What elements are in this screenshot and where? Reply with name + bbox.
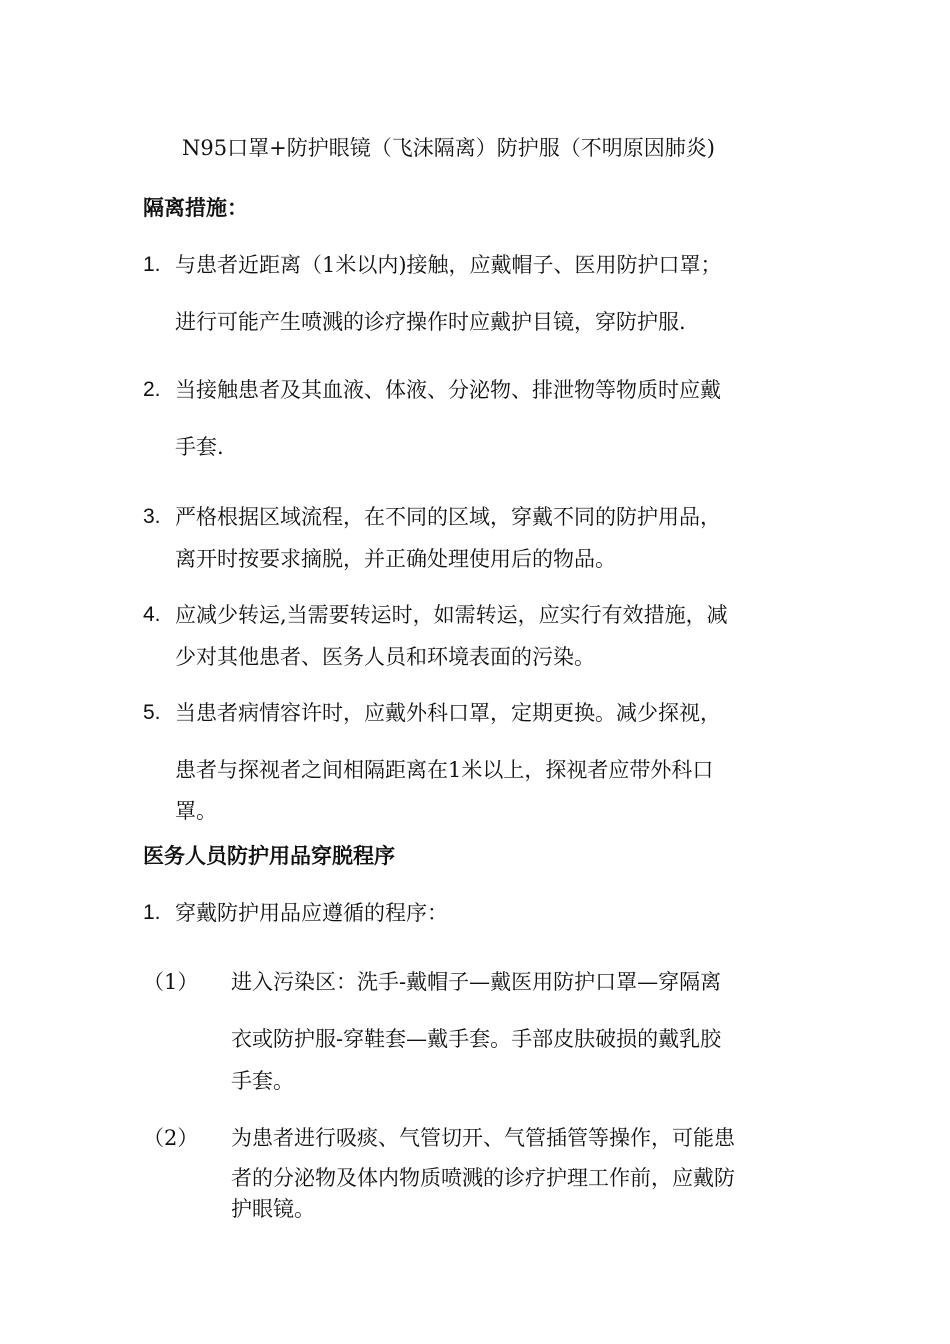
sub-item-line: 为患者进行吸痰、气管切开、气管插管等操作，可能患 bbox=[231, 1126, 735, 1150]
list-item-line: 少对其他患者、医务人员和环境表面的污染。 bbox=[175, 645, 595, 669]
list-item-number: 5. bbox=[143, 701, 161, 724]
list-item-number: 4. bbox=[143, 603, 161, 626]
list-item-line: 穿戴防护用品应遵循的程序： bbox=[175, 901, 448, 925]
list-item-line: 当接触患者及其血液、体液、分泌物、排泄物等物质时应戴 bbox=[175, 378, 721, 402]
list-item-line: 离开时按要求摘脱，并正确处理使用后的物品。 bbox=[175, 547, 616, 571]
document-title: N95口罩+防护眼镜（飞沫隔离）防护服（不明原因肺炎) bbox=[182, 136, 715, 160]
sub-item-line: 进入污染区：洗手-戴帽子—戴医用防护口罩—穿隔离 bbox=[231, 970, 722, 994]
sub-item-line: 护眼镜。 bbox=[231, 1197, 315, 1221]
sub-item-line: 者的分泌物及体内物质喷溅的诊疗护理工作前，应戴防 bbox=[231, 1166, 735, 1190]
list-item-line: 进行可能产生喷溅的诊疗操作时应戴护目镜，穿防护服. bbox=[175, 310, 686, 334]
sub-item-number: （1） bbox=[143, 970, 199, 994]
section-heading-isolation: 隔离措施： bbox=[143, 195, 248, 220]
list-item-line: 罩。 bbox=[175, 799, 217, 823]
list-item-number: 3. bbox=[143, 505, 161, 528]
sub-item-number: （2） bbox=[143, 1126, 199, 1150]
list-item-line: 与患者近距离（1米以内)接触，应戴帽子、医用防护口罩； bbox=[175, 253, 722, 277]
list-item-number: 1. bbox=[143, 901, 161, 924]
list-item-number: 2. bbox=[143, 378, 161, 401]
list-item-line: 严格根据区域流程，在不同的区域，穿戴不同的防护用品， bbox=[175, 505, 721, 529]
list-item-line: 当患者病情容许时，应戴外科口罩，定期更换。减少探视， bbox=[175, 701, 721, 725]
section-heading-ppe-procedure: 医务人员防护用品穿脱程序 bbox=[143, 843, 395, 868]
sub-item-line: 手套。 bbox=[231, 1069, 294, 1093]
list-item-line: 患者与探视者之间相隔距离在1米以上，探视者应带外科口 bbox=[175, 758, 714, 782]
list-item-number: 1. bbox=[143, 253, 161, 276]
list-item-line: 手套. bbox=[175, 435, 224, 459]
sub-item-line: 衣或防护服-穿鞋套—戴手套。手部皮肤破损的戴乳胶 bbox=[231, 1027, 722, 1051]
list-item-line: 应减少转运,当需要转运时，如需转运，应实行有效措施，减 bbox=[175, 603, 728, 627]
